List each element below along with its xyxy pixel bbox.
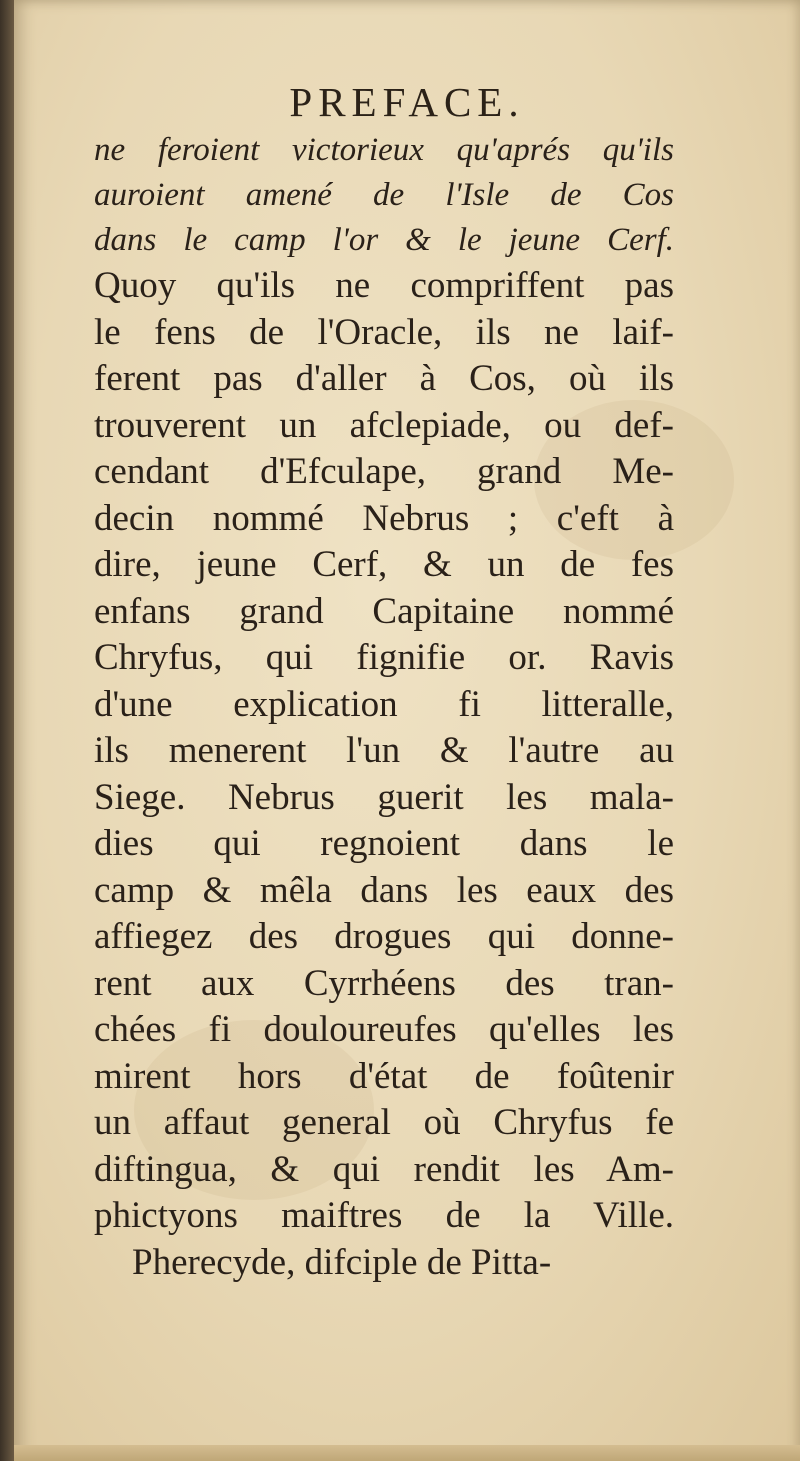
- text-line: Chryfus, qui fignifie or. Ravis: [94, 637, 674, 678]
- text-line: ne feroient victorieux qu'aprés qu'ils: [94, 132, 674, 168]
- text-line: affiegez des drogues qui donne-: [94, 916, 674, 957]
- text-line: un affaut general où Chryfus fe: [94, 1102, 674, 1143]
- text-line: cendant d'Efculape, grand Me-: [94, 451, 674, 492]
- text-line: decin nommé Nebrus ; c'eft à: [94, 497, 674, 539]
- text-line: ferent pas d'aller à Cos, où ils: [94, 358, 674, 399]
- text-line: enfans grand Capitaine nommé: [94, 590, 674, 632]
- text-line: Pherecyde, difciple de Pitta-: [132, 1241, 552, 1283]
- text-line: le fens de l'Oracle, ils ne laif-: [94, 311, 674, 353]
- text-line: Quoy qu'ils ne compriffent pas: [94, 265, 674, 306]
- text-line: chées fi douloureufes qu'elles les: [94, 1009, 674, 1050]
- text-line: ils menerent l'un & l'autre au: [94, 730, 674, 771]
- text-line: phictyons maiftres de la Ville.: [94, 1195, 674, 1236]
- book-page: [14, 0, 800, 1461]
- text-line: trouverent un afclepiade, ou def-: [94, 404, 674, 446]
- text-line: mirent hors d'état de foûtenir: [94, 1055, 674, 1097]
- text-line: Siege. Nebrus guerit les mala-: [94, 776, 674, 818]
- book-gutter-edge: [0, 0, 14, 1461]
- text-line: dans le camp l'or & le jeune Cerf.: [94, 222, 674, 258]
- text-line: d'une explication fi litteralle,: [94, 683, 674, 725]
- text-line: auroient amené de l'Isle de Cos: [94, 177, 674, 213]
- text-line: camp & mêla dans les eaux des: [94, 869, 674, 911]
- running-header: PREFACE.: [289, 79, 525, 125]
- text-line: rent aux Cyrrhéens des tran-: [94, 962, 674, 1004]
- text-line: dire, jeune Cerf, & un de fes: [94, 544, 674, 585]
- page-bottom-edge: [14, 1445, 800, 1461]
- text-line: diftingua, & qui rendit les Am-: [94, 1148, 674, 1190]
- body-text: [94, 128, 674, 1286]
- text-line: dies qui regnoient dans le: [94, 823, 674, 864]
